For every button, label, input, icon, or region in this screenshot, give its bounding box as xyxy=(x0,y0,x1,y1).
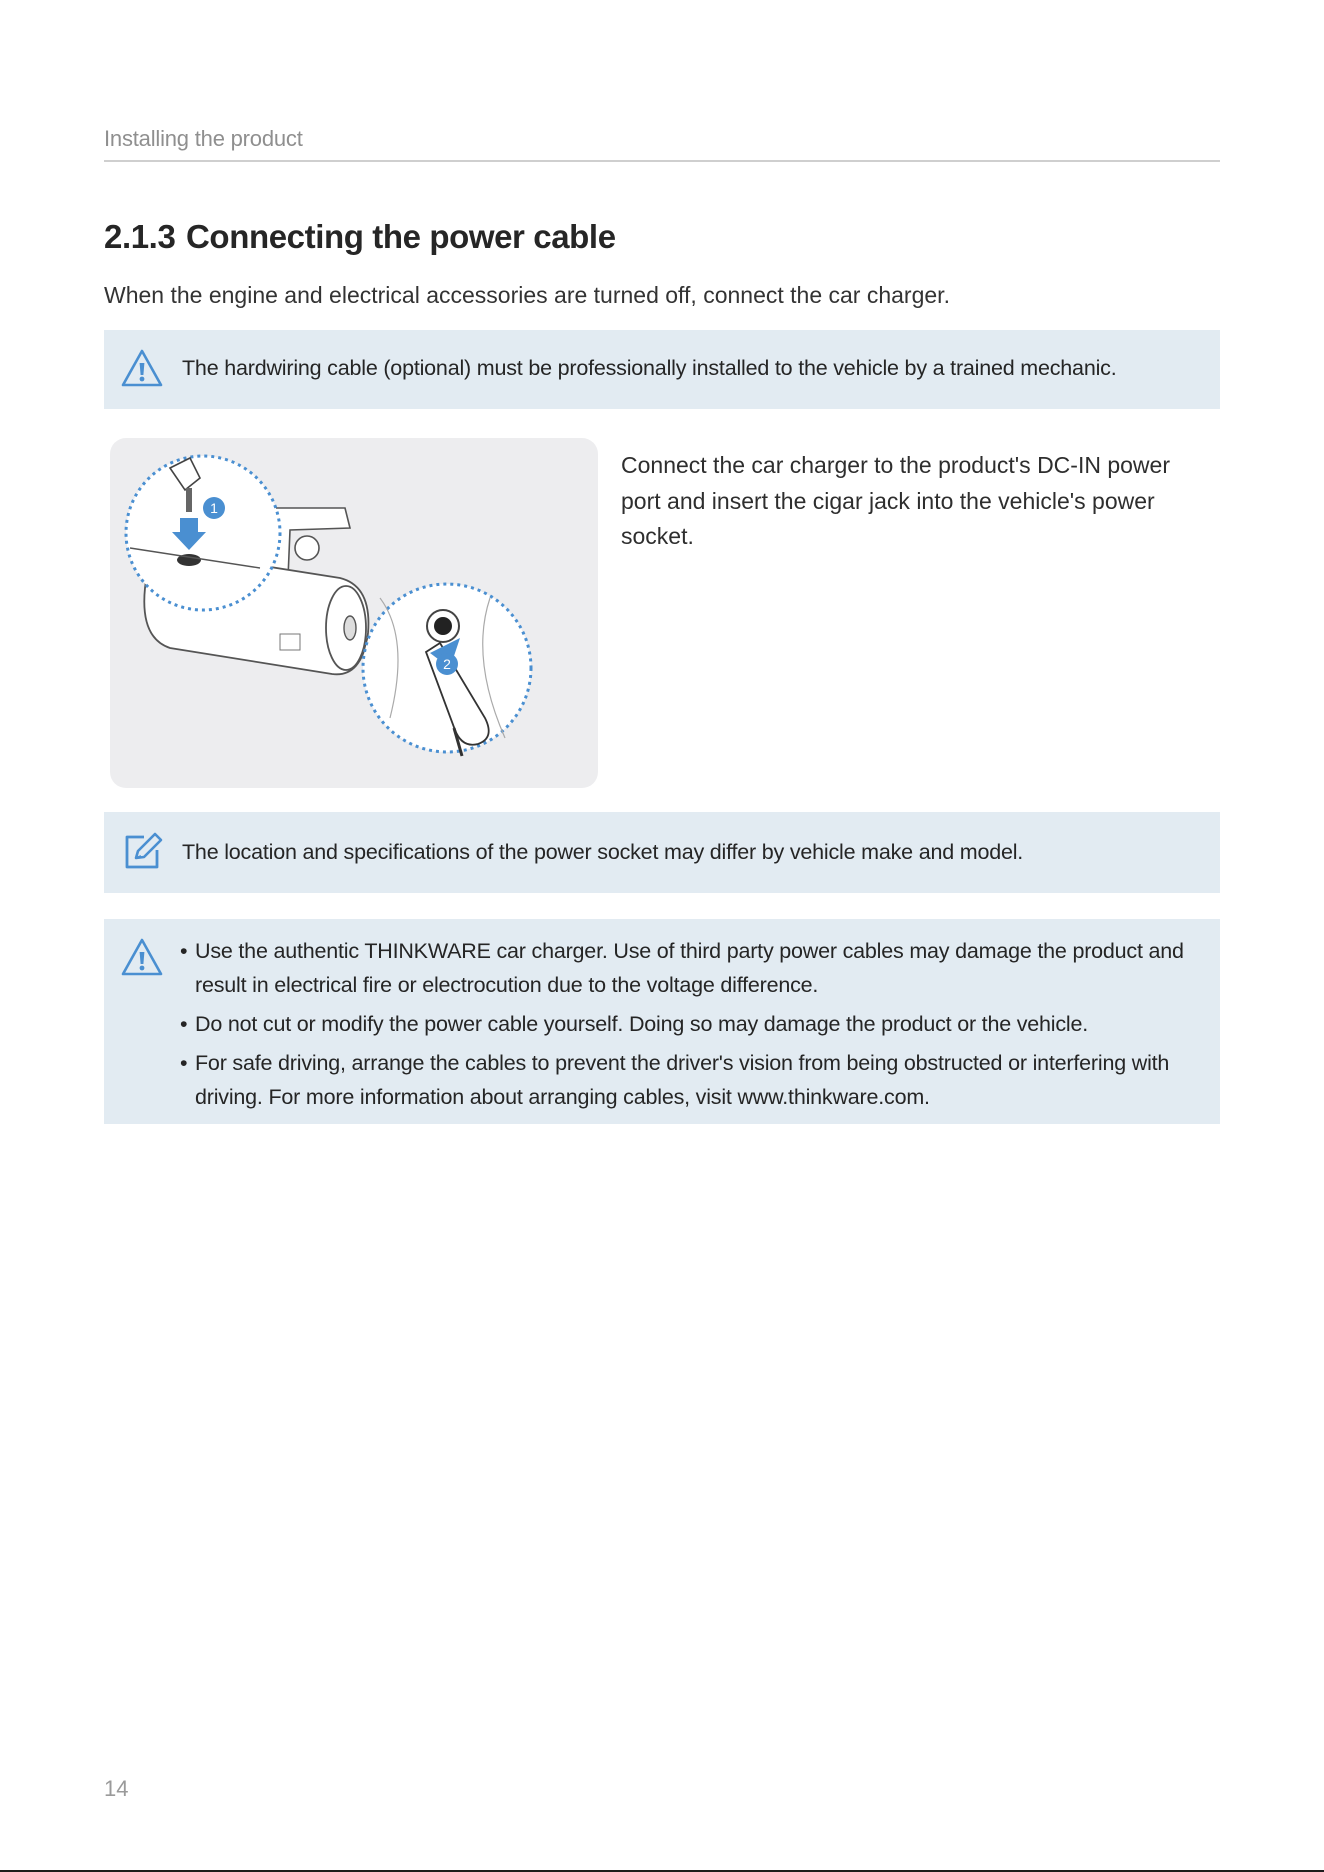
connection-description: Connect the car charger to the product's DC-IN power port and insert the cigar jack into the vehicle's power socket. xyxy=(621,452,1170,549)
caution-item: • Use the authentic THINKWARE car charger. Use of third party power cables may damage the product and result in electrical fire or electrocution due to the voltage difference. xyxy=(180,934,1210,1002)
section-label: Installing the product xyxy=(104,126,303,151)
warning-triangle-icon xyxy=(120,348,164,388)
dashcam-illustration xyxy=(110,438,598,788)
header-divider xyxy=(104,160,1220,162)
page-number: 14 xyxy=(104,1776,129,1801)
section-title: Connecting the power cable xyxy=(186,218,616,255)
installation-illustration xyxy=(110,438,598,788)
note-box xyxy=(104,812,1220,893)
section-heading xyxy=(104,218,616,256)
step-1-label: 1 xyxy=(210,500,218,516)
step-2-label: 2 xyxy=(443,656,451,672)
warning-triangle-icon xyxy=(120,937,164,977)
caution-list xyxy=(180,934,1210,1119)
caution-text: The hardwiring cable (optional) must be professionally installed to the vehicle by a trained mechanic. xyxy=(182,356,1117,380)
caution-item: • Do not cut or modify the power cable yourself. Doing so may damage the product or the vehicle. xyxy=(180,1007,1210,1041)
note-pencil-icon xyxy=(122,830,164,872)
section-number: 2.1.3 xyxy=(104,218,176,255)
intro-text: When the engine and electrical accessories are turned off, connect the car charger. xyxy=(104,282,950,308)
caution-item: • For safe driving, arrange the cables to prevent the driver's vision from being obstructed or interfering with driving. For more information about arranging cables, visit www.thinkware.com. xyxy=(180,1046,1210,1114)
caution-box xyxy=(104,330,1220,409)
note-text: The location and specifications of the power socket may differ by vehicle make and model. xyxy=(182,840,1024,864)
